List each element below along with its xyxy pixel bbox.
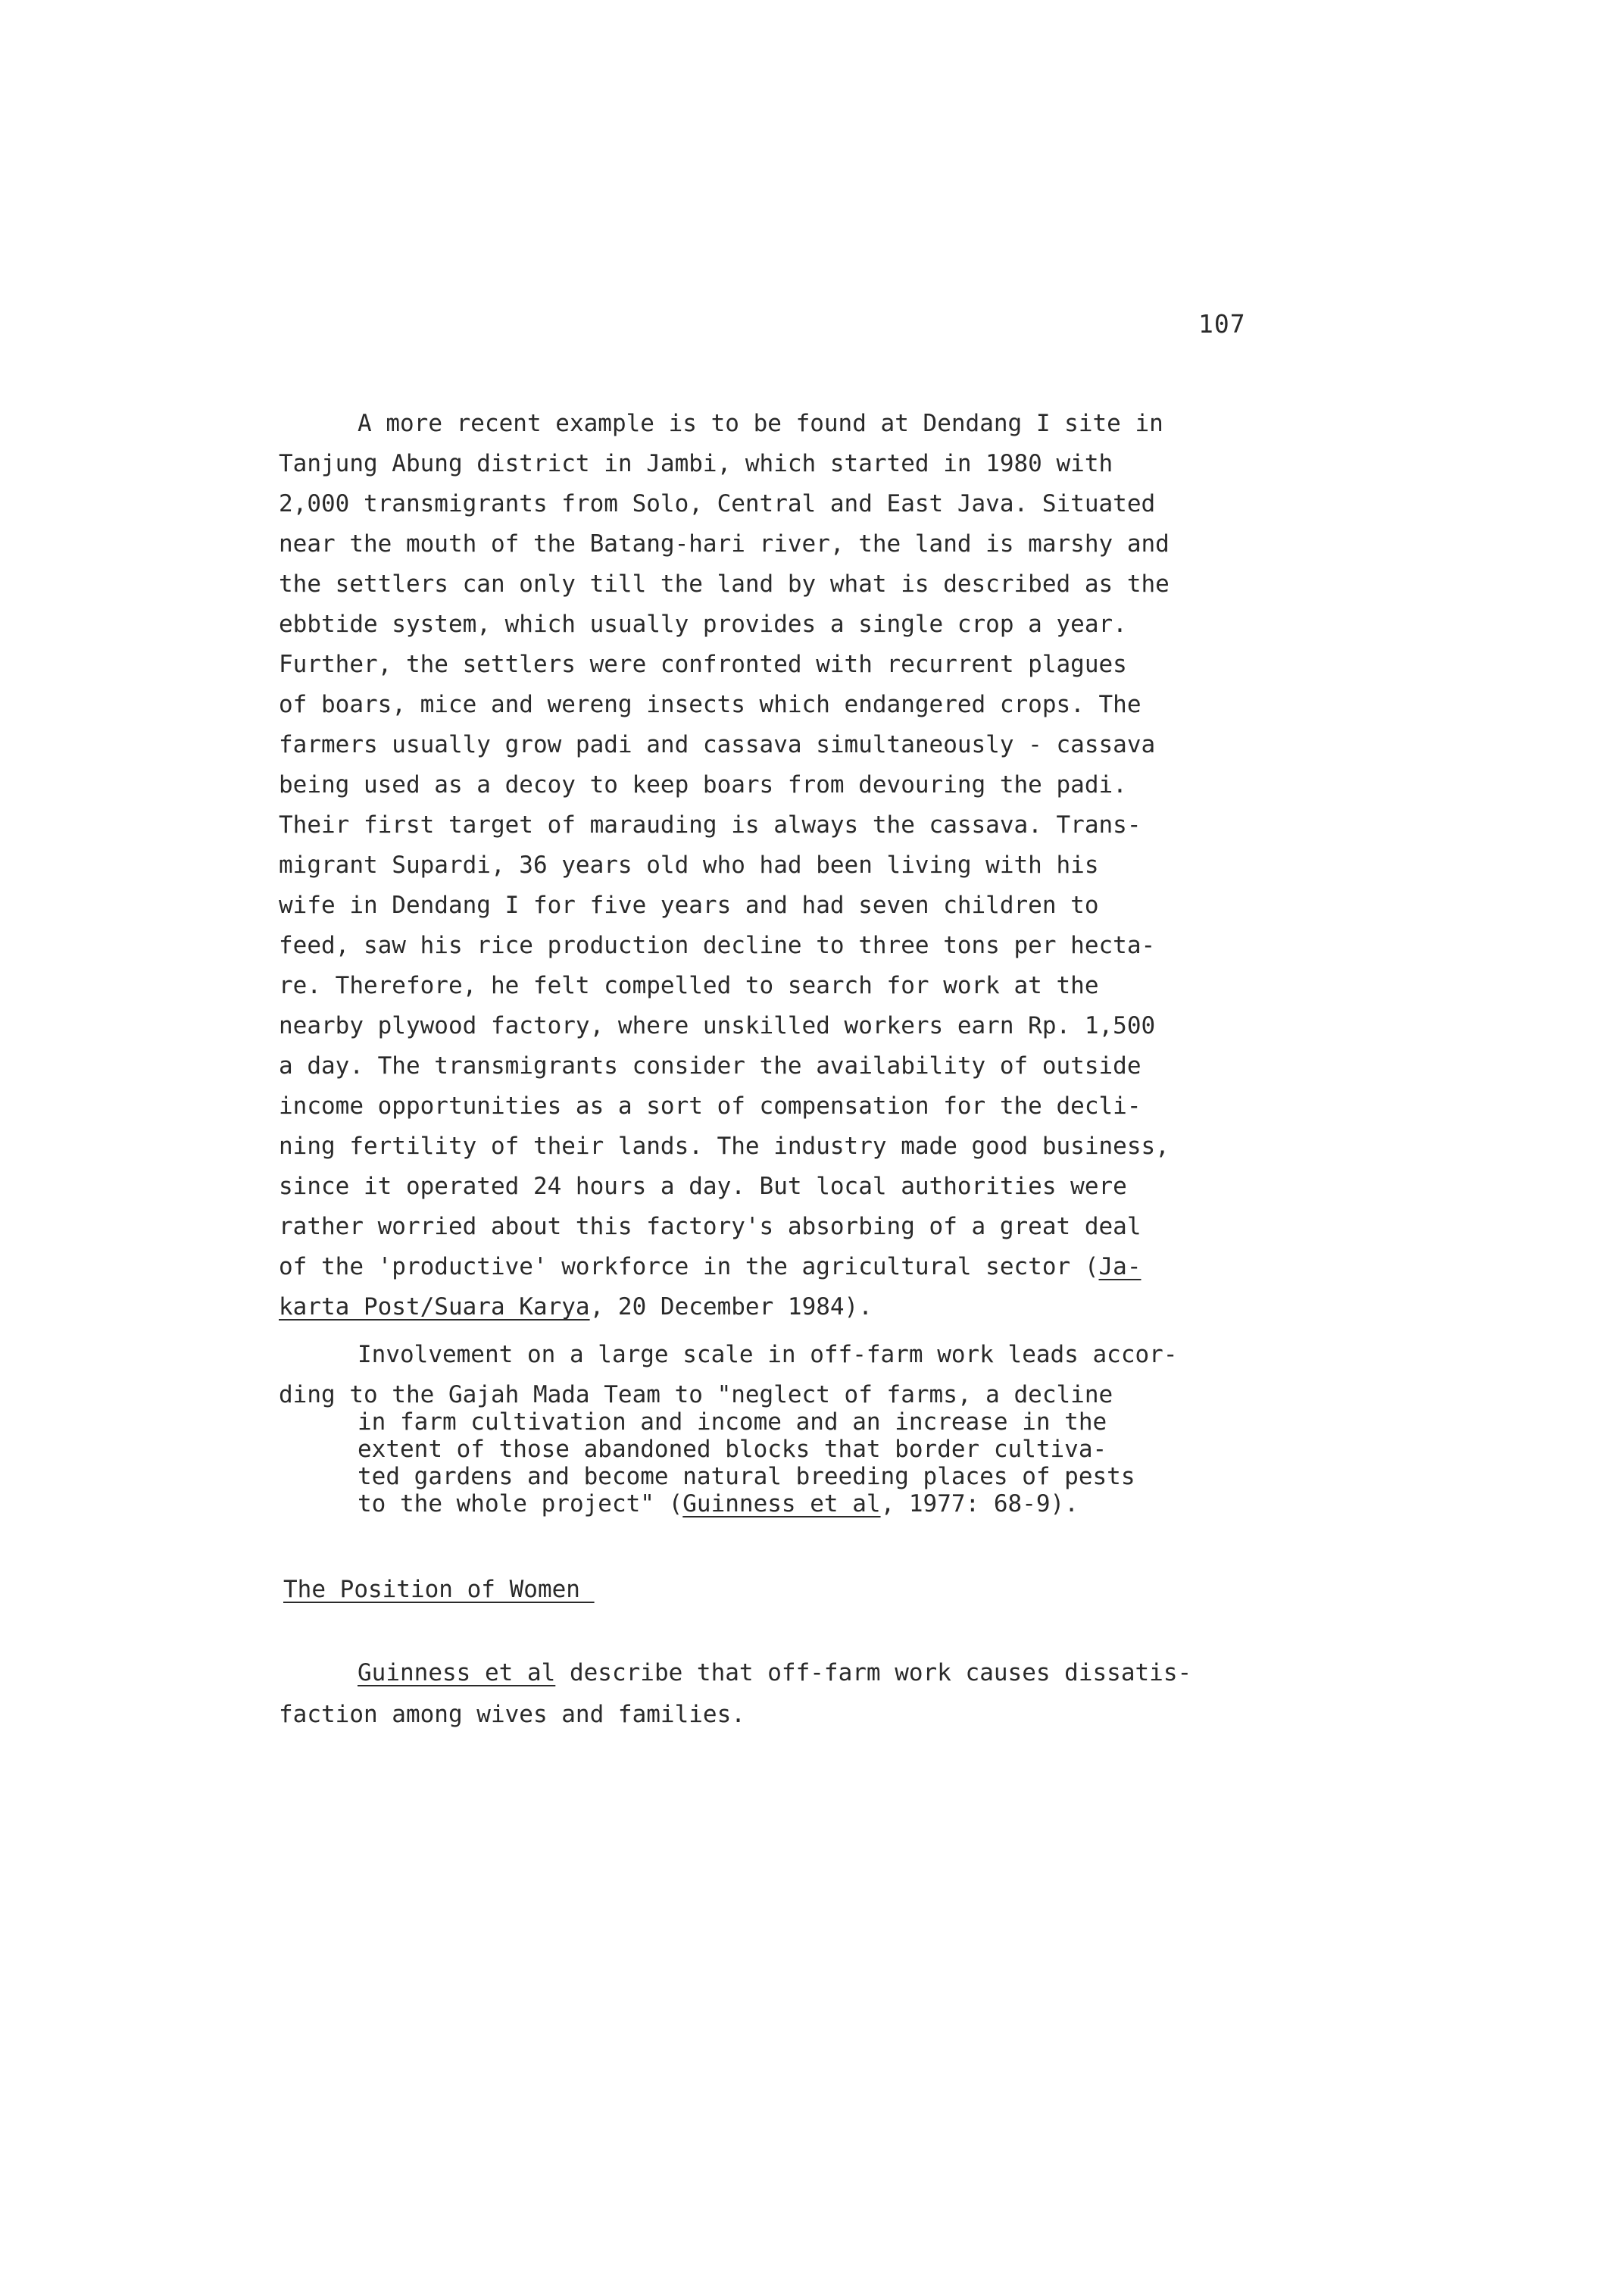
text-line: rather worried about this factory's absorbing of a great deal — [279, 1213, 1141, 1240]
citation-jakarta-post: Ja- — [1098, 1253, 1141, 1280]
text-line: Further, the settlers were confronted with recurrent plagues — [279, 651, 1127, 678]
page-number: 107 — [1198, 309, 1246, 339]
text-line: nearby plywood factory, where unskilled workers earn Rp. 1,500 — [279, 1012, 1156, 1039]
paragraph-dendang-example — [279, 404, 1309, 1327]
text-line: ebbtide system, which usually provides a single crop a year. — [279, 611, 1127, 638]
text-line: ning fertility of their lands. The industry made good business, — [279, 1133, 1170, 1160]
text-segment: , 1977: 68-9). — [880, 1490, 1079, 1517]
text-line: Tanjung Abung district in Jambi, which started in 1980 with — [279, 450, 1113, 477]
quote-line: extent of those abandoned blocks that border cultiva- — [358, 1436, 1107, 1463]
paragraph-position-of-women — [279, 1652, 1191, 1736]
text-line: farmers usually grow padi and cassava simultaneously - cassava — [279, 731, 1156, 758]
text-line: being used as a decoy to keep boars from devouring the padi. — [279, 771, 1127, 799]
text-line: ding to the Gajah Mada Team to "neglect of farms, a decline — [279, 1381, 1113, 1408]
quote-line: ted gardens and become natural breeding places of pests — [358, 1463, 1135, 1490]
text-line — [279, 1287, 1309, 1327]
citation-guinness: Guinness et al — [358, 1659, 556, 1686]
citation-jakarta-post-cont: karta Post/Suara Karya — [279, 1293, 590, 1321]
text-line: of boars, mice and wereng insects which endangered crops. The — [279, 691, 1141, 718]
text-segment: to the whole project" ( — [358, 1490, 683, 1517]
text-line: since it operated 24 hours a day. But local authorities were — [279, 1173, 1127, 1200]
paragraph-off-farm — [279, 1381, 1135, 1517]
paragraph-off-farm-first-line: Involvement on a large scale in off-farm work leads accor- — [358, 1341, 1178, 1368]
text-line: near the mouth of the Batang-hari river, the land is marshy and — [279, 530, 1170, 558]
text-segment: of the 'productive' workforce in the agricultural sector ( — [279, 1253, 1099, 1280]
section-heading: The Position of Women — [283, 1576, 595, 1603]
text-line: feed, saw his rice production decline to three tons per hecta- — [279, 932, 1156, 959]
quote-line — [279, 1490, 1135, 1517]
text-line: a day. The transmigrants consider the availability of outside — [279, 1052, 1141, 1080]
citation-guinness: Guinness et al — [682, 1490, 881, 1517]
text-line: migrant Supardi, 36 years old who had been living with his — [279, 852, 1099, 879]
text-line: Their first target of marauding is always the cassava. Trans- — [279, 811, 1141, 839]
text-line: income opportunities as a sort of compensation for the decli- — [279, 1092, 1141, 1120]
text-line — [279, 1652, 1191, 1694]
quote-line: in farm cultivation and income and an increase in the — [358, 1408, 1107, 1436]
text-line: 2,000 transmigrants from Solo, Central and East Java. Situated — [279, 490, 1156, 517]
text-line: re. Therefore, he felt compelled to search for work at the — [279, 972, 1099, 999]
text-segment: , 20 December 1984). — [589, 1293, 873, 1321]
text-line: wife in Dendang I for five years and had seven children to — [279, 892, 1099, 919]
text-line: faction among wives and families. — [279, 1701, 745, 1728]
text-segment: describe that off-farm work causes dissatis- — [555, 1659, 1192, 1686]
text-line — [279, 1247, 1309, 1287]
text-line: A more recent example is to be found at Dendang I site in — [358, 410, 1163, 437]
text-line: the settlers can only till the land by what is described as the — [279, 570, 1170, 598]
